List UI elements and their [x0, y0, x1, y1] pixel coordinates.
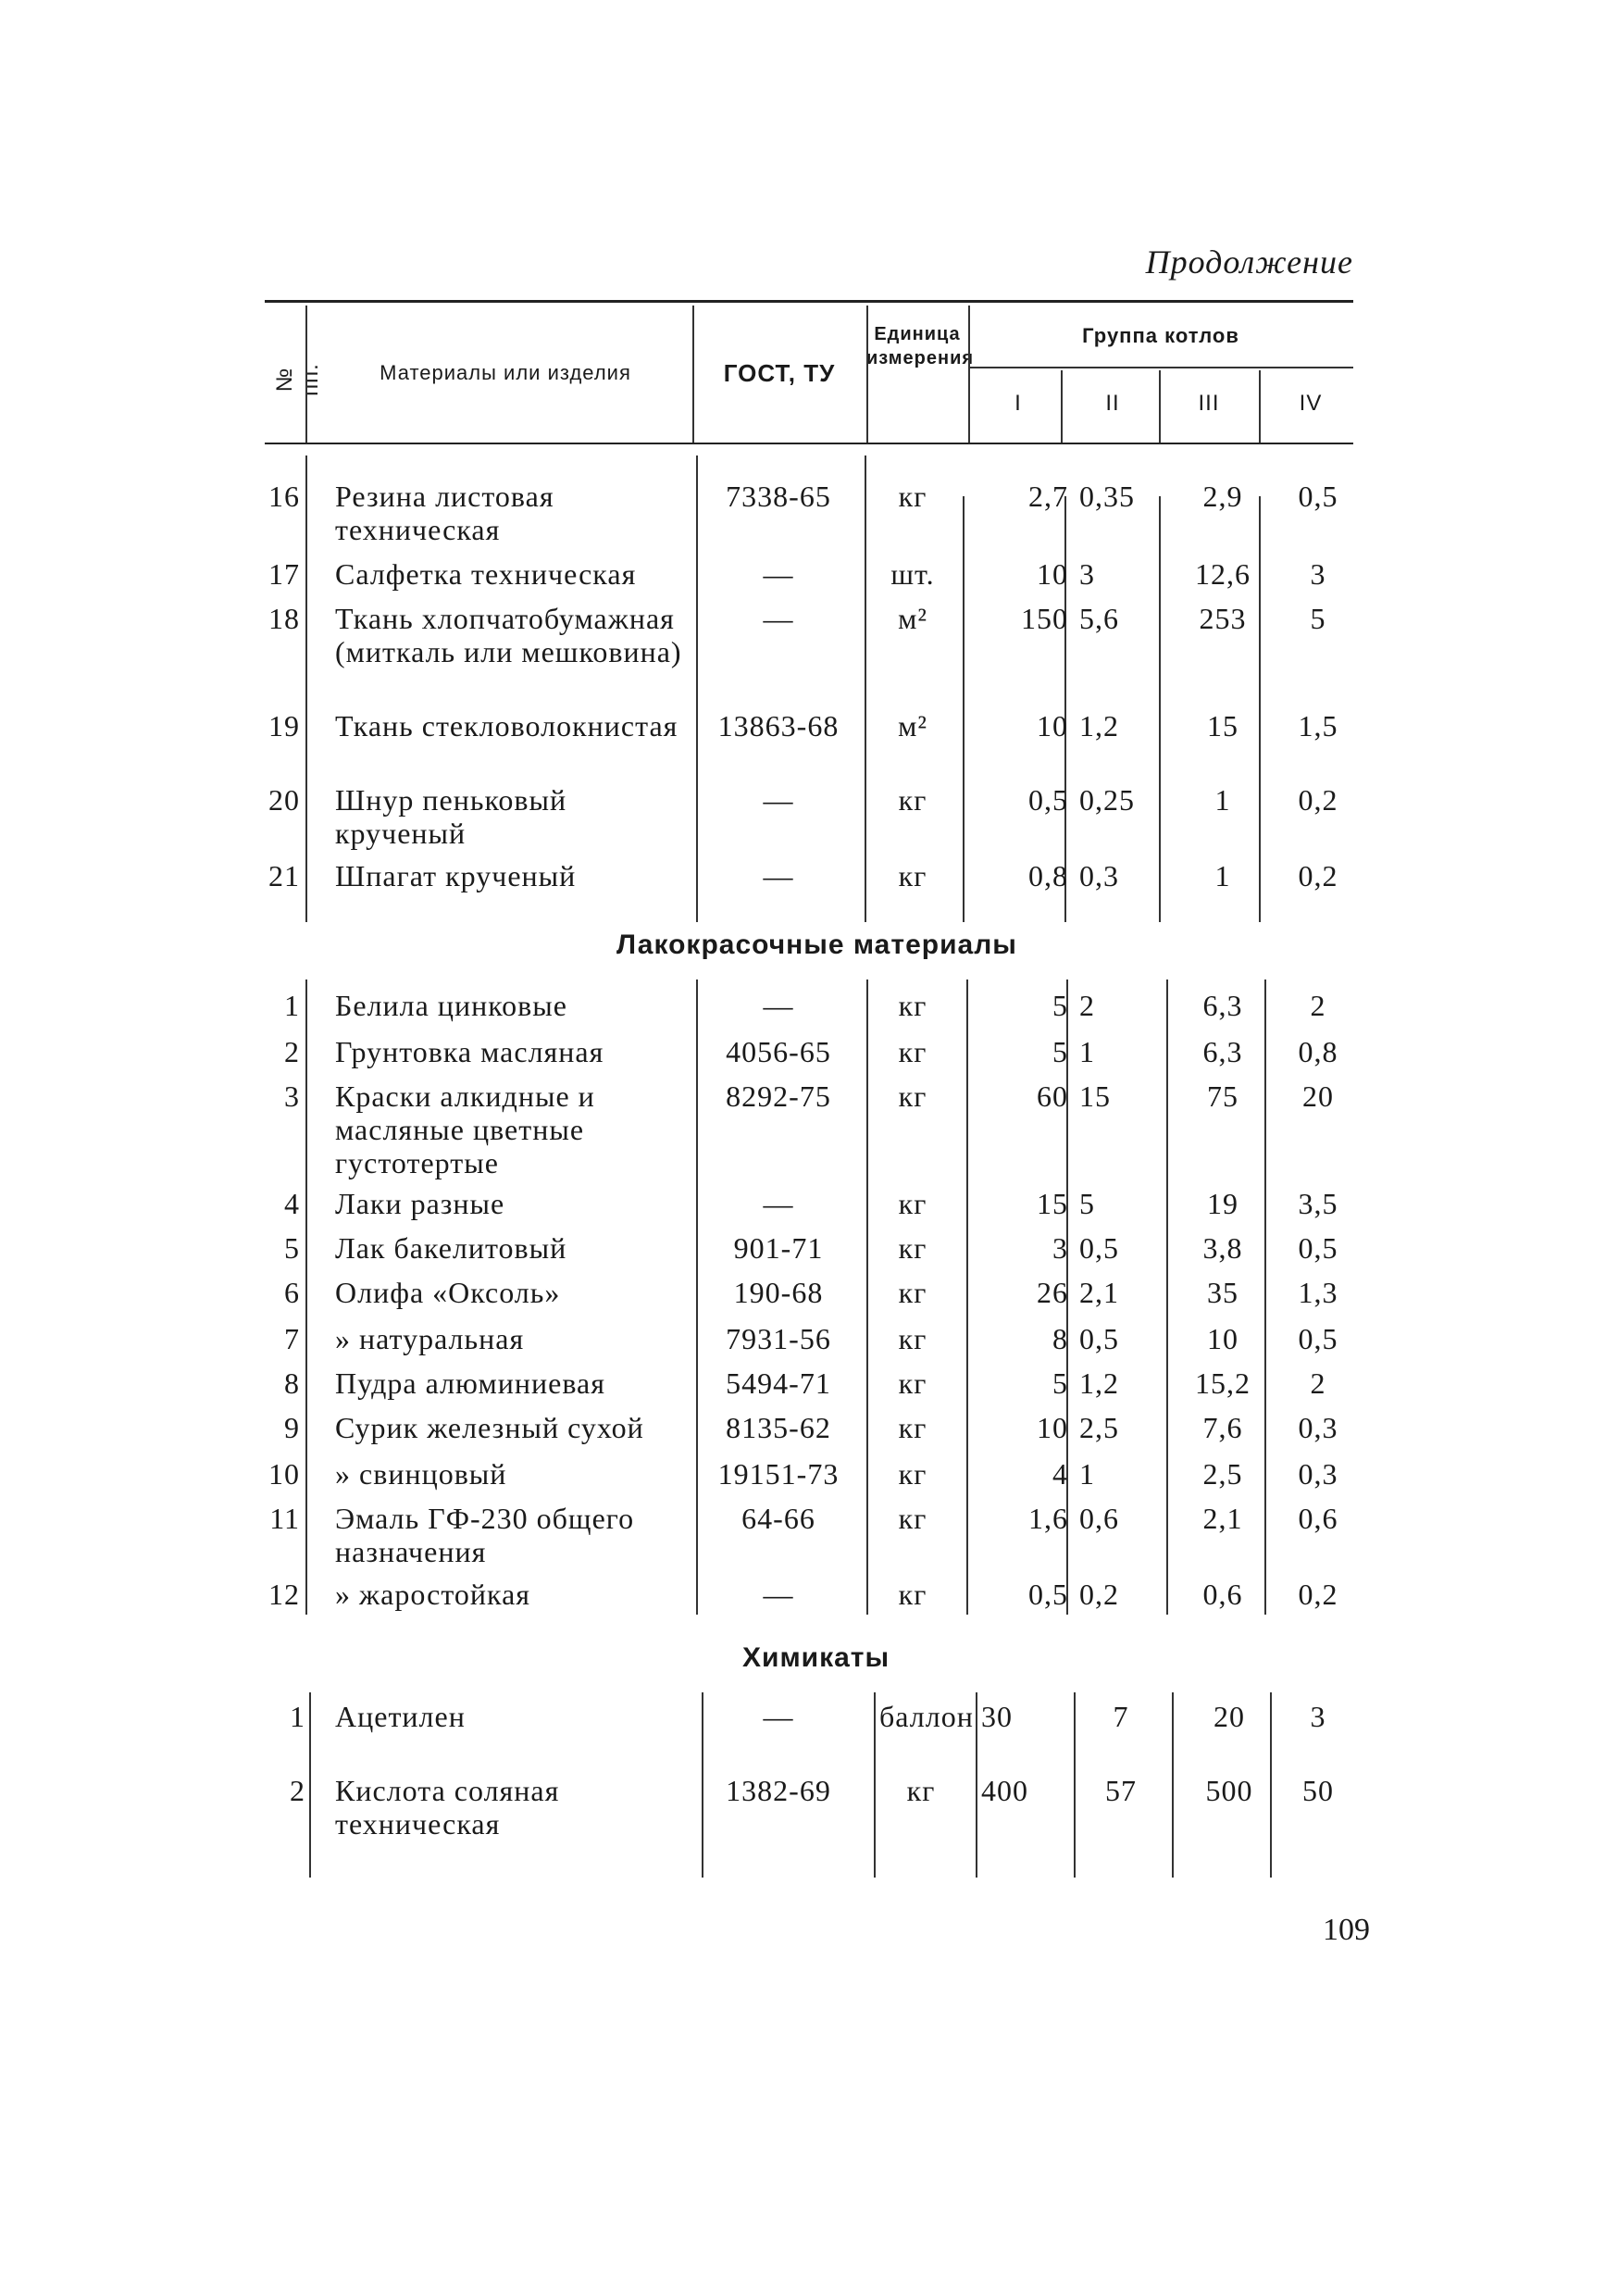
row-group-4: 0,8 [1298, 1035, 1338, 1068]
row-group-3: 1 [1214, 783, 1231, 817]
row-unit: кг [898, 1276, 927, 1309]
row-unit: кг [898, 1035, 927, 1068]
row-number: 4 [284, 1187, 300, 1220]
row-gost: 4056-65 [726, 1035, 831, 1068]
row-group-3: 12,6 [1195, 557, 1251, 591]
row-group-2: 2,1 [1079, 1276, 1119, 1309]
row-number: 12 [268, 1578, 300, 1611]
row-group-1: 0,8 [1028, 859, 1068, 892]
row-group-4: 0,5 [1298, 1231, 1338, 1265]
row-group-1: 30 [981, 1700, 1013, 1733]
row-gost: — [763, 1578, 794, 1611]
row-group-4: 20 [1302, 1079, 1334, 1113]
row-material: Шпагат крученый [335, 859, 577, 892]
row-material: Ткань стекловолокнистая [335, 709, 678, 742]
row-group-4: 2 [1310, 1366, 1326, 1400]
row-group-4: 3 [1310, 557, 1326, 591]
row-unit: кг [898, 859, 927, 892]
row-unit: кг [898, 1366, 927, 1400]
row-group-3: 2,9 [1202, 480, 1243, 513]
row-gost: — [763, 557, 794, 591]
row-number: 17 [268, 557, 300, 591]
row-number: 19 [268, 709, 300, 742]
row-group-4: 50 [1302, 1774, 1334, 1807]
row-group-2: 0,6 [1079, 1502, 1119, 1535]
row-material: » натуральная [335, 1322, 525, 1355]
row-group-3: 500 [1205, 1774, 1253, 1807]
row-group-3: 1 [1214, 859, 1231, 892]
row-group-1: 60 [1037, 1079, 1068, 1113]
row-group-1: 4 [1052, 1457, 1068, 1491]
row-material: Кислота соляная техническая [335, 1774, 560, 1841]
row-group-4: 0,2 [1298, 783, 1338, 817]
row-group-4: 3,5 [1298, 1187, 1338, 1220]
row-gost: 64-66 [741, 1502, 815, 1535]
row-group-2: 0,25 [1079, 783, 1135, 817]
row-material: Ацетилен [335, 1700, 466, 1733]
row-group-1: 10 [1037, 557, 1068, 591]
row-gost: — [763, 989, 794, 1022]
row-number: 2 [284, 1035, 300, 1068]
header-divider [305, 306, 307, 443]
row-gost: 8292-75 [726, 1079, 831, 1113]
row-group-4: 0,5 [1298, 480, 1338, 513]
row-unit: кг [898, 1231, 927, 1265]
section-title: Лакокрасочные материалы [616, 930, 1017, 960]
row-group-1: 150 [1021, 602, 1068, 635]
row-group-3: 6,3 [1202, 989, 1243, 1022]
row-group-4: 0,2 [1298, 859, 1338, 892]
row-group-4: 1,3 [1298, 1276, 1338, 1309]
row-number: 2 [290, 1774, 305, 1807]
row-unit: кг [898, 1502, 927, 1535]
row-material: Грунтовка масляная [335, 1035, 604, 1068]
row-group-2: 1 [1079, 1457, 1095, 1491]
row-group-4: 0,6 [1298, 1502, 1338, 1535]
row-group-3: 15 [1207, 709, 1238, 742]
row-group-1: 15 [1037, 1187, 1068, 1220]
row-group-3: 20 [1214, 1700, 1245, 1733]
row-gost: 7931-56 [726, 1322, 831, 1355]
row-group-3: 10 [1207, 1322, 1238, 1355]
row-group-1: 10 [1037, 709, 1068, 742]
column-divider [874, 1692, 876, 1878]
row-unit: кг [898, 1411, 927, 1444]
continuation-label: Продолжение [1145, 243, 1353, 281]
row-unit: кг [898, 480, 927, 513]
row-material: Сурик железный сухой [335, 1411, 644, 1444]
row-group-1: 26 [1037, 1276, 1068, 1309]
header-number: № пп. [272, 363, 323, 396]
row-number: 21 [268, 859, 300, 892]
row-group-3: 253 [1199, 602, 1247, 635]
section-title: Химикаты [742, 1642, 890, 1673]
row-unit: шт. [890, 557, 935, 591]
row-number: 20 [268, 783, 300, 817]
row-group-2: 5,6 [1079, 602, 1119, 635]
row-gost: — [763, 783, 794, 817]
row-gost: — [763, 1187, 794, 1220]
row-unit: кг [898, 1578, 927, 1611]
row-material: » свинцовый [335, 1457, 507, 1491]
row-number: 16 [268, 480, 300, 513]
row-material: Лаки разные [335, 1187, 505, 1220]
row-group-4: 0,2 [1298, 1578, 1338, 1611]
header-boiler-group: Группа котлов [1082, 324, 1239, 347]
row-number: 11 [269, 1502, 300, 1535]
header-gost: ГОСТ, ТУ [723, 359, 836, 387]
row-group-2: 0,3 [1079, 859, 1119, 892]
row-material: Краски алкидные и масляные цветные густотертые [335, 1079, 595, 1179]
row-number: 3 [284, 1079, 300, 1113]
row-group-3: 35 [1207, 1276, 1238, 1309]
row-material: Салфетка техническая [335, 557, 637, 591]
header-group-3: III [1198, 391, 1220, 416]
row-material: Олифа «Оксоль» [335, 1276, 561, 1309]
row-gost: 7338-65 [726, 480, 831, 513]
row-gost: — [763, 602, 794, 635]
row-gost: 8135-62 [726, 1411, 831, 1444]
header-bottom-rule [265, 443, 1353, 444]
row-material: Эмаль ГФ-230 общего назначения [335, 1502, 635, 1568]
row-number: 5 [284, 1231, 300, 1265]
header-divider [692, 306, 694, 443]
row-unit: м² [898, 709, 927, 742]
row-number: 1 [284, 989, 300, 1022]
row-group-1: 400 [981, 1774, 1028, 1807]
row-number: 9 [284, 1411, 300, 1444]
row-group-2: 1,2 [1079, 709, 1119, 742]
row-group-2: 3 [1079, 557, 1095, 591]
row-group-4: 0,3 [1298, 1411, 1338, 1444]
header-divider [866, 306, 868, 443]
row-unit: кг [898, 1079, 927, 1113]
row-material: Резина листовая техническая [335, 480, 554, 546]
header-group-1: I [1014, 391, 1022, 416]
row-group-2: 7 [1113, 1700, 1129, 1733]
row-group-1: 5 [1052, 989, 1068, 1022]
column-divider [1074, 1692, 1076, 1878]
header-material: Материалы или изделия [380, 361, 631, 384]
row-gost: 1382-69 [726, 1774, 831, 1807]
row-group-2: 2,5 [1079, 1411, 1119, 1444]
row-group-4: 5 [1310, 602, 1326, 635]
row-unit: м² [898, 602, 927, 635]
row-material: » жаростойкая [335, 1578, 530, 1611]
row-gost: 901-71 [733, 1231, 824, 1265]
row-number: 6 [284, 1276, 300, 1309]
row-group-2: 0,5 [1079, 1231, 1119, 1265]
row-group-2: 5 [1079, 1187, 1095, 1220]
row-group-2: 15 [1079, 1079, 1111, 1113]
column-divider [696, 980, 698, 1615]
row-group-3: 2,5 [1202, 1457, 1243, 1491]
row-group-1: 5 [1052, 1035, 1068, 1068]
row-group-1: 3 [1052, 1231, 1068, 1265]
row-group-1: 5 [1052, 1366, 1068, 1400]
row-group-4: 0,5 [1298, 1322, 1338, 1355]
row-material: Ткань хлопчатобумажная (миткаль или мешковина) [335, 602, 682, 668]
row-gost: 5494-71 [726, 1366, 831, 1400]
row-group-2: 1,2 [1079, 1366, 1119, 1400]
row-gost: 190-68 [733, 1276, 824, 1309]
row-group-3: 15,2 [1195, 1366, 1251, 1400]
row-group-4: 3 [1310, 1700, 1326, 1733]
row-unit: кг [906, 1774, 936, 1807]
header-divider [968, 306, 970, 443]
header-divider [1061, 370, 1063, 443]
header-unit: Единица измерения [866, 324, 975, 368]
row-group-2: 0,2 [1079, 1578, 1119, 1611]
row-unit: кг [898, 1457, 927, 1491]
group-header-rule [968, 367, 1353, 368]
page-number: 109 [1323, 1913, 1370, 1947]
row-group-3: 3,8 [1202, 1231, 1243, 1265]
row-gost: 19151-73 [717, 1457, 840, 1491]
row-group-2: 2 [1079, 989, 1095, 1022]
column-divider [976, 1692, 977, 1878]
row-unit: кг [898, 989, 927, 1022]
row-gost: — [763, 1700, 794, 1733]
row-group-3: 75 [1207, 1079, 1238, 1113]
row-unit: баллон [879, 1700, 974, 1733]
row-gost: — [763, 859, 794, 892]
column-divider [865, 455, 866, 922]
header-divider [1159, 370, 1161, 443]
header-group-4: IV [1299, 391, 1323, 416]
row-group-2: 57 [1105, 1774, 1137, 1807]
row-group-1: 2,7 [1028, 480, 1068, 513]
row-material: Белила цинковые [335, 989, 567, 1022]
row-unit: кг [898, 1322, 927, 1355]
header-divider [1259, 370, 1261, 443]
row-group-2: 0,5 [1079, 1322, 1119, 1355]
row-material: Пудра алюминиевая [335, 1366, 605, 1400]
row-group-3: 7,6 [1202, 1411, 1243, 1444]
row-group-1: 10 [1037, 1411, 1068, 1444]
row-group-3: 19 [1207, 1187, 1238, 1220]
row-group-3: 6,3 [1202, 1035, 1243, 1068]
row-group-1: 0,5 [1028, 783, 1068, 817]
row-number: 8 [284, 1366, 300, 1400]
row-unit: кг [898, 1187, 927, 1220]
row-group-1: 0,5 [1028, 1578, 1068, 1611]
row-group-4: 2 [1310, 989, 1326, 1022]
row-group-1: 8 [1052, 1322, 1068, 1355]
row-group-4: 1,5 [1298, 709, 1338, 742]
row-number: 18 [268, 602, 300, 635]
row-material: Лак бакелитовый [335, 1231, 567, 1265]
row-number: 10 [268, 1457, 300, 1491]
column-divider [696, 455, 698, 922]
header-group-2: II [1105, 391, 1120, 416]
row-number: 7 [284, 1322, 300, 1355]
column-divider [309, 1692, 311, 1878]
row-unit: кг [898, 783, 927, 817]
row-group-3: 0,6 [1202, 1578, 1243, 1611]
row-number: 1 [290, 1700, 305, 1733]
row-group-2: 0,35 [1079, 480, 1135, 513]
column-divider [305, 455, 307, 922]
row-group-1: 1,6 [1028, 1502, 1068, 1535]
table-top-rule [265, 300, 1353, 303]
column-divider [305, 980, 307, 1615]
row-group-4: 0,3 [1298, 1457, 1338, 1491]
column-divider [702, 1692, 703, 1878]
row-material: Шнур пеньковый крученый [335, 783, 567, 850]
row-group-2: 1 [1079, 1035, 1095, 1068]
row-gost: 13863-68 [717, 709, 840, 742]
row-group-3: 2,1 [1202, 1502, 1243, 1535]
column-divider [1172, 1692, 1174, 1878]
